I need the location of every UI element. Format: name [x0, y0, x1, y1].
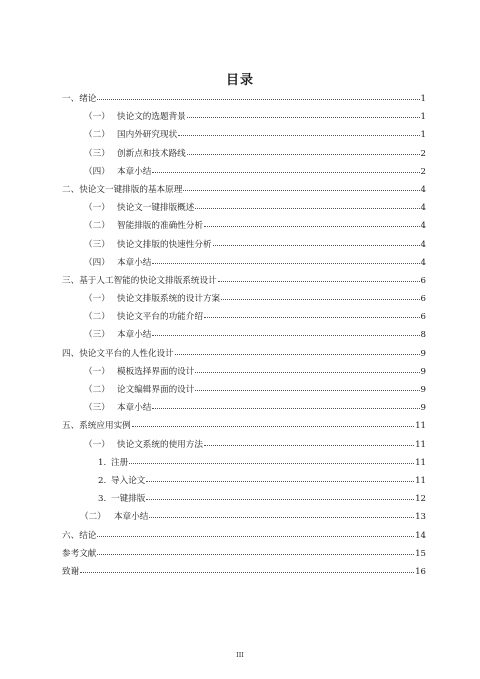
toc-entry-number: （二） — [80, 512, 106, 523]
toc-dot-leader — [132, 426, 414, 427]
toc-entry[interactable] — [62, 456, 426, 474]
toc-entry-title: 导入论文 — [111, 475, 146, 486]
toc-entry-number: （四） — [84, 166, 110, 177]
toc-entry-title: 系统应用实例 — [79, 421, 131, 432]
toc-entry-title: 模板选择界面的设计 — [117, 366, 195, 377]
toc-entry-number: 五、 — [62, 421, 80, 432]
toc-entry-title: 基于人工智能的快论文排版系统设计 — [79, 275, 217, 286]
toc-entry-page: 4 — [420, 221, 426, 232]
toc-entry[interactable] — [62, 219, 426, 237]
toc-entry-title: 本章小结 — [114, 512, 149, 523]
toc-entry-title: 智能排版的准确性分析 — [117, 221, 203, 232]
toc-entry[interactable] — [62, 147, 426, 165]
toc-entry-number: 一、 — [62, 94, 80, 104]
toc-dot-leader — [149, 517, 414, 518]
toc-entry-number: 1. — [98, 457, 107, 468]
toc-entry-title: 绪论 — [79, 94, 97, 104]
toc-entry-page: 4 — [420, 184, 426, 195]
toc-entry-title: 快论文平台的功能介绍 — [117, 312, 203, 323]
toc-dot-leader — [97, 554, 414, 555]
toc-dot-leader — [175, 354, 420, 355]
toc-entry[interactable] — [62, 110, 426, 128]
toc-entry[interactable] — [62, 92, 426, 110]
toc-entry[interactable] — [62, 438, 426, 456]
toc-dot-leader — [97, 99, 419, 100]
toc-entry[interactable] — [62, 274, 426, 292]
toc-entry-title: 结论 — [79, 530, 97, 541]
toc-entry-title: 快论文排版的快速性分析 — [117, 239, 212, 250]
toc-entry-number: （二） — [84, 385, 110, 395]
toc-dot-leader — [218, 281, 420, 282]
toc-entry-page: 1 — [420, 94, 426, 104]
toc-dot-leader — [152, 172, 419, 173]
toc-entry[interactable] — [62, 510, 426, 528]
toc-dot-leader — [80, 572, 414, 573]
toc-entry-number: 三、 — [62, 275, 80, 286]
toc-dot-leader — [187, 117, 420, 118]
toc-dot-leader — [146, 499, 414, 500]
toc-entry-number: （一） — [84, 294, 110, 305]
toc-dot-leader — [146, 481, 414, 482]
toc-entry-title: 一键排版 — [111, 494, 146, 505]
toc-entry[interactable] — [62, 347, 426, 365]
toc-entry-page: 4 — [420, 257, 426, 268]
toc-entry-title: 本章小结 — [117, 330, 152, 341]
toc-entry-number: 2. — [98, 475, 107, 486]
toc-dot-leader — [195, 390, 419, 391]
toc-entry[interactable] — [62, 529, 426, 547]
toc-entry-number: （一） — [84, 203, 110, 214]
toc-dot-leader — [221, 299, 419, 300]
toc-entry-title: 快论文平台的人性化设计 — [79, 348, 174, 359]
toc-dot-leader — [187, 154, 420, 155]
toc-entry-page: 4 — [420, 239, 426, 250]
toc-entry-page: 9 — [420, 348, 426, 359]
toc-entry-page: 14 — [415, 530, 426, 541]
toc-entry-page: 15 — [415, 548, 426, 559]
toc-entry[interactable] — [62, 292, 426, 310]
toc-entry-page: 2 — [420, 166, 426, 177]
toc-entry-title: 本章小结 — [117, 257, 152, 268]
toc-entry-page: 12 — [415, 494, 426, 505]
toc-entry-title: 快论文一键排版概述 — [117, 203, 195, 214]
toc-entry-number: （一） — [84, 112, 110, 123]
toc-entry-title: 快论文的选题背景 — [117, 112, 186, 123]
toc-entry-title: 快论文排版系统的设计方案 — [117, 294, 221, 305]
toc-dot-leader — [178, 135, 419, 136]
toc-dot-leader — [129, 463, 414, 464]
toc-entry-title: 参考文献 — [62, 548, 97, 559]
toc-dot-leader — [152, 408, 419, 409]
toc-entry-number: （一） — [84, 366, 110, 377]
toc-entry-title: 快论文一键排版的基本原理 — [79, 184, 183, 195]
toc-entry-number: 3. — [98, 494, 107, 505]
toc-entry-page: 1 — [420, 130, 426, 141]
toc-entry-title: 注册 — [111, 457, 129, 468]
toc-entry-number: 六、 — [62, 530, 80, 541]
toc-entry[interactable] — [62, 238, 426, 256]
toc-entry[interactable] — [62, 419, 426, 437]
toc-dot-leader — [195, 372, 419, 373]
toc-entry-title: 本章小结 — [117, 166, 152, 177]
toc-entry[interactable] — [62, 183, 426, 201]
toc-entry[interactable] — [62, 492, 426, 510]
toc-entry[interactable] — [62, 328, 426, 346]
toc-entry-number: （二） — [84, 130, 110, 141]
toc-entry-number: （三） — [84, 403, 110, 414]
toc-entry[interactable] — [62, 256, 426, 274]
toc-entry-number: （三） — [84, 330, 110, 341]
toc-entry-page: 11 — [415, 475, 426, 486]
toc-dot-leader — [195, 208, 419, 209]
toc-entry[interactable] — [62, 474, 426, 492]
toc-entry[interactable] — [62, 365, 426, 383]
toc-entry-page: 9 — [420, 403, 426, 414]
toc-entry-page: 6 — [420, 312, 426, 323]
toc-entry[interactable] — [62, 310, 426, 328]
toc-entry-title: 快论文系统的使用方法 — [117, 439, 203, 450]
toc-entry-page: 11 — [415, 439, 426, 450]
toc-entry-page: 11 — [415, 421, 426, 432]
page-number: III — [236, 651, 244, 659]
toc-entry-page: 9 — [420, 366, 426, 377]
toc-entry[interactable] — [62, 128, 426, 146]
toc-dot-leader — [152, 335, 419, 336]
toc-entry[interactable] — [62, 547, 426, 565]
toc-entry-title: 致谢 — [62, 566, 80, 577]
toc-dot-leader — [183, 190, 419, 191]
toc-entry-page: 11 — [415, 457, 426, 468]
toc-entry-page: 6 — [420, 294, 426, 305]
toc-entry-page: 13 — [415, 512, 426, 523]
toc-entry-number: 二、 — [62, 184, 80, 195]
toc-dot-leader — [204, 317, 420, 318]
toc-entry-page: 6 — [420, 275, 426, 286]
toc-dot-leader — [213, 245, 420, 246]
toc-title: 目录 — [225, 73, 254, 88]
toc-entry-title: 创新点和技术路线 — [117, 148, 186, 159]
toc-entry[interactable] — [62, 401, 426, 419]
toc-entry-page: 2 — [420, 148, 426, 159]
toc-entry-number: （二） — [84, 221, 110, 232]
toc-entry-number: 四、 — [62, 348, 80, 359]
toc-entry-page: 4 — [420, 203, 426, 214]
toc-entry-title: 论文编辑界面的设计 — [117, 385, 195, 395]
toc-entry-title: 国内外研究现状 — [117, 130, 178, 141]
toc-entry-page: 8 — [420, 330, 426, 341]
toc-dot-leader — [97, 536, 414, 537]
toc-entry-page: 16 — [415, 566, 426, 577]
toc-dot-leader — [204, 226, 420, 227]
toc-entry-number: （四） — [84, 257, 110, 268]
toc-entry-page: 9 — [420, 385, 426, 395]
toc-entry[interactable] — [62, 383, 426, 401]
toc-dot-leader — [204, 445, 414, 446]
toc-entry-number: （三） — [84, 148, 110, 159]
toc-entry-title: 本章小结 — [117, 403, 152, 414]
toc-entry-number: （一） — [84, 439, 110, 450]
toc-entry[interactable] — [62, 165, 426, 183]
toc-entry[interactable] — [62, 201, 426, 219]
toc-dot-leader — [152, 263, 419, 264]
table-of-contents — [62, 92, 426, 583]
toc-entry-page: 1 — [420, 112, 426, 123]
toc-entry-number: （二） — [84, 312, 110, 323]
toc-entry-number: （三） — [84, 239, 110, 250]
toc-entry[interactable] — [62, 565, 426, 583]
